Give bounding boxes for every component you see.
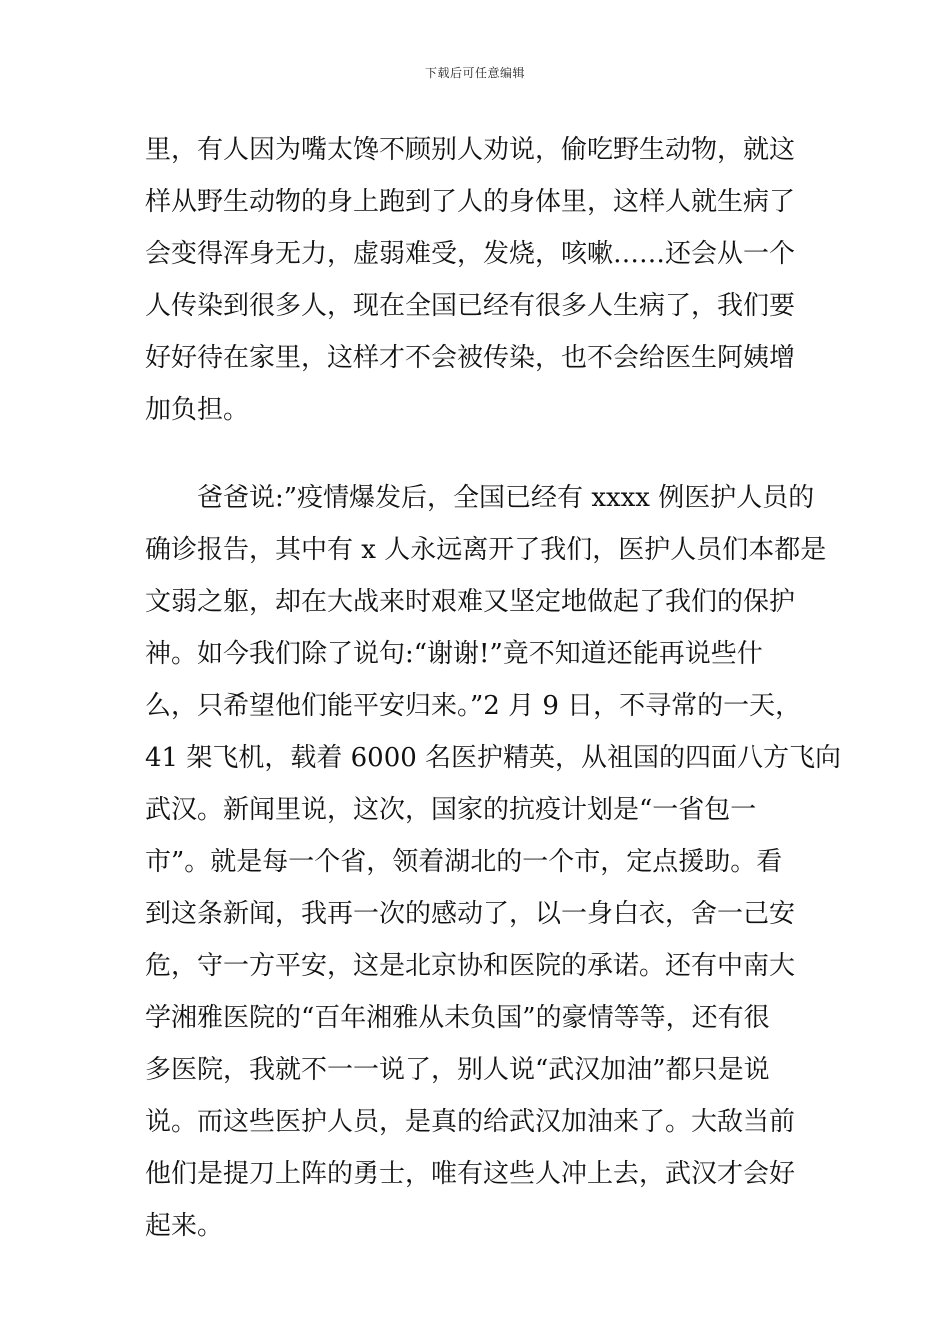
paragraph-line: 里，有人因为嘴太馋不顾别人劝说，偷吃野生动物，就这 <box>145 135 796 165</box>
paragraph-line: 么，只希望他们能平安归来。”2 月 9 日，不寻常的一天， <box>145 691 802 721</box>
paragraph-line: 样从野生动物的身上跑到了人的身体里，这样人就生病了 <box>145 187 796 217</box>
paragraph-line: 爸爸说:”疫情爆发后，全国已经有 xxxx 例医护人员的 <box>145 483 815 513</box>
paragraph-line: 41 架飞机，载着 6000 名医护精英，从祖国的四面八方飞向 <box>145 743 842 773</box>
paragraph-line: 学湘雅医院的“百年湘雅从未负国”的豪情等等，还有很 <box>145 1003 770 1033</box>
paragraph-line: 说。而这些医护人员，是真的给武汉加油来了。大敌当前 <box>145 1107 796 1137</box>
paragraph-line: 人传染到很多人，现在全国已经有很多人生病了，我们要 <box>145 291 796 321</box>
paragraph-line: 起来。 <box>145 1211 224 1241</box>
paragraph-line: 会变得浑身无力，虚弱难受，发烧，咳嗽……还会从一个 <box>145 239 796 269</box>
paragraph-line: 他们是提刀上阵的勇士，唯有这些人冲上去，武汉才会好 <box>145 1159 796 1189</box>
paragraph-line: 好好待在家里，这样才不会被传染，也不会给医生阿姨增 <box>145 343 796 373</box>
paragraph-line: 危，守一方平安，这是北京协和医院的承诺。还有中南大 <box>145 951 796 981</box>
paragraph-1 <box>145 124 810 436</box>
paragraph-line: 加负担。 <box>145 395 250 425</box>
paragraph-line: 市”。就是每一个省，领着湖北的一个市，定点援助。看 <box>145 847 783 877</box>
paragraph-line: 神。如今我们除了说句:“谢谢!”竟不知道还能再说些什 <box>145 639 763 669</box>
paragraph-line: 多医院，我就不一一说了，别人说“武汉加油”都只是说 <box>145 1055 770 1085</box>
paragraph-line: 武汉。新闻里说，这次，国家的抗疫计划是“一省包一 <box>145 795 757 825</box>
page-header: 下载后可任意编辑 <box>424 66 525 80</box>
paragraph-line: 文弱之躯，却在大战来时艰难又坚定地做起了我们的保护 <box>145 587 796 617</box>
paragraph-2 <box>145 472 842 1252</box>
paragraph-line: 确诊报告，其中有 x 人永远离开了我们，医护人员们本都是 <box>145 535 827 565</box>
paragraph-line: 到这条新闻，我再一次的感动了，以一身白衣，舍一己安 <box>145 899 796 929</box>
